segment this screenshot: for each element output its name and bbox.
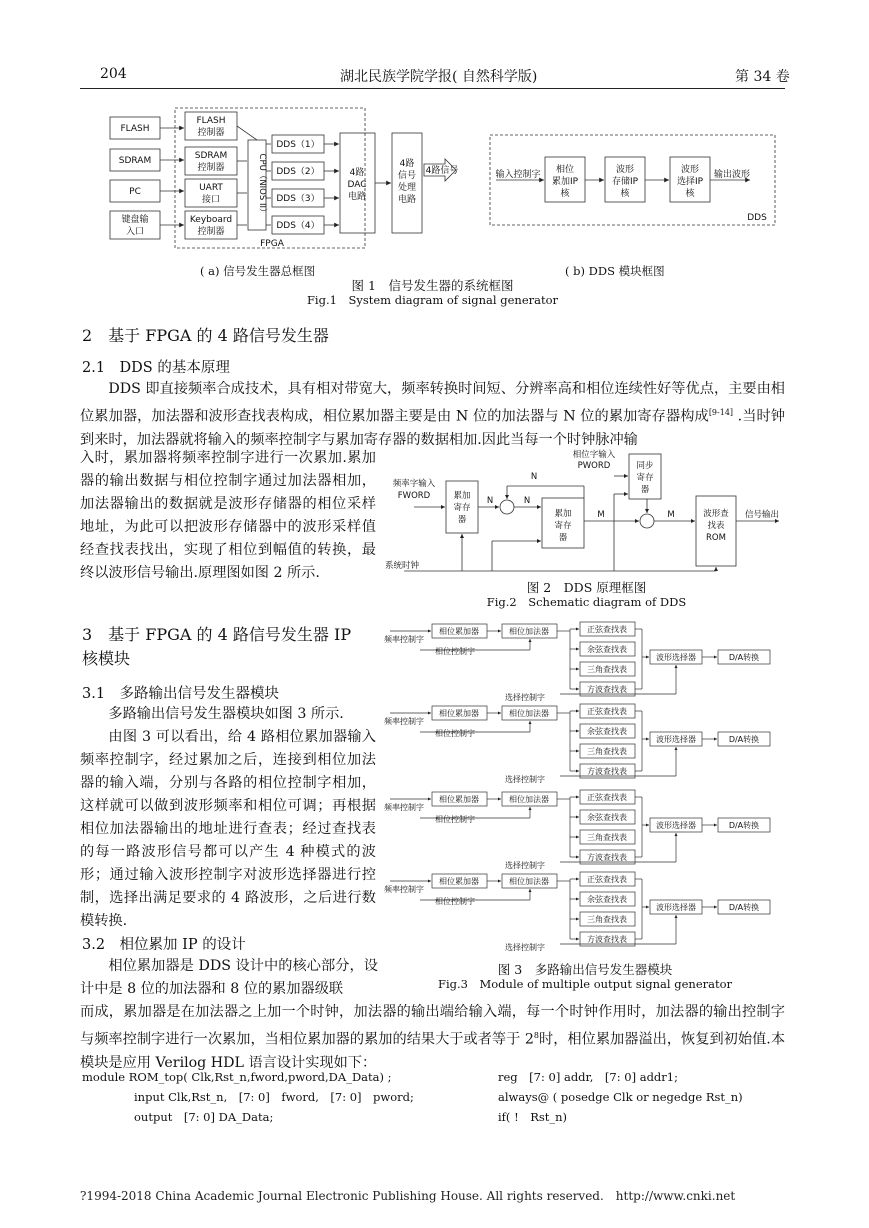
fig2-acc1: 累加: [554, 509, 572, 519]
fig3-add-box: 相位加法器: [509, 795, 549, 804]
code-line: reg [7: 0] addr, [7: 0] addr1;: [498, 1070, 678, 1084]
fig1-kbd2: 入口: [125, 227, 145, 237]
fig1-flash: FLASH: [120, 124, 150, 134]
section-2-para-2: 入时，累加器将频率控制字进行一次累加.累加器的输出数据与相位控制字通过加法器相加，加法器输出的数据就是波形存储器的相位采样地址，为此可以把波形存储器中的波形采样值经查找表找出，实现了相位到幅值的转换，最终以波形信号输出.原理图如图 2 所示.: [80, 450, 376, 581]
fig3-tri-box: 三角查找表: [587, 665, 627, 674]
figure-3: [380, 618, 790, 954]
fig1-st1: 波形: [615, 165, 635, 175]
fig1-st3: 核: [620, 189, 630, 199]
fig3-cos-box: 余弦查找表: [587, 895, 627, 904]
fig3-tri-box: 三角查找表: [587, 833, 627, 842]
fig3-add-box: 相位加法器: [509, 709, 549, 718]
section-3-title-cont: 核模块: [82, 649, 131, 668]
fig1-dac2: DAC: [347, 180, 367, 190]
fig1-dds1: DDS（1）: [276, 140, 320, 150]
fig2-reg2: 寄存: [453, 503, 471, 513]
fig2-acc2: 寄存: [554, 521, 572, 531]
fig1-sdram: SDRAM: [118, 156, 152, 166]
journal-name: 湖北民族学院学报( 自然科学版): [340, 69, 538, 85]
fig3-sin-box: 正弦查找表: [587, 875, 627, 884]
fig3-caption: 图 3 多路输出信号发生器模块: [497, 962, 673, 977]
fig3-acc-box: 相位累加器: [439, 627, 479, 636]
code-line: output [7: 0] DA_Data;: [134, 1110, 274, 1124]
fig2-caption: 图 2 DDS 原理框图: [526, 580, 647, 595]
fig3-acc-box: 相位累加器: [439, 795, 479, 804]
fig1-sub-a: ( a) 信号发生器总框图: [200, 264, 316, 278]
fig2-lut3: ROM: [706, 533, 726, 543]
fig1-sub-b: ( b) DDS 模块框图: [565, 264, 665, 278]
fig1-dac3: 电路: [347, 192, 367, 202]
fig3-da-box: D/A转换: [728, 735, 760, 744]
fig3-sin-box: 正弦查找表: [587, 793, 627, 802]
fig3-acc-box: 相位累加器: [439, 877, 479, 886]
fig3-sq-box: 方波查找表: [587, 767, 627, 776]
fig1-acc1: 相位: [555, 165, 575, 175]
code-line: always@ ( posedge Clk or negedge Rst_n): [498, 1090, 743, 1104]
fig1-dac1: 4路: [349, 168, 365, 178]
fig3-cos-box: 余弦查找表: [587, 727, 627, 736]
fig2-n-top: N: [530, 472, 538, 482]
fig1-cpu: CPU（NIOS II）: [257, 153, 267, 217]
fig2-reg3: 器: [457, 515, 467, 525]
fig1-kbd: 键盘输: [121, 215, 149, 225]
fig2-n-right: N: [523, 496, 531, 506]
fig3-freq-label: 频率控制字: [384, 635, 424, 644]
section-3-para-1: 多路输出信号发生器模块如图 3 所示.: [108, 706, 344, 722]
fig3-selw-label: 选择控制字: [505, 943, 545, 952]
fig1-sel1: 波形: [680, 165, 700, 175]
fig1-caption: 图 1 信号发生器的系统框图: [351, 278, 514, 293]
fig1-proc4: 电路: [397, 195, 417, 205]
fig1-in: 输入控制字: [495, 170, 541, 180]
fig3-cos-box: 余弦查找表: [587, 813, 627, 822]
fig3-phase-label: 相位控制字: [435, 729, 475, 738]
fig1-flashc2: 控制器: [197, 128, 225, 138]
fig2-m-right: M: [667, 510, 675, 520]
fig2-out: 信号输出: [744, 510, 780, 520]
fig1-keyc2: 控制器: [197, 227, 225, 237]
fig2-clk: 系统时钟: [384, 561, 420, 571]
fig2-sync1: 同步: [636, 461, 654, 471]
fig1-sdramc2: 控制器: [197, 163, 225, 173]
fig3-da-box: D/A转换: [728, 903, 760, 912]
fig3-sel-box: 波形选择器: [656, 653, 696, 662]
fig3-sin-box: 正弦查找表: [587, 707, 627, 716]
fig1-uart2: 接口: [201, 195, 221, 205]
section-2-1-title: 2.1 DDS 的基本原理: [82, 360, 230, 376]
fig2-m-left: M: [597, 510, 605, 520]
fig3-tri-box: 三角查找表: [587, 915, 627, 924]
fig3-sel-box: 波形选择器: [656, 903, 696, 912]
fig3-selw-label: 选择控制字: [505, 775, 545, 784]
fig3-phase-label: 相位控制字: [435, 647, 475, 656]
fig3-sel-box: 波形选择器: [656, 735, 696, 744]
code-line: input Clk,Rst_n, [7: 0] fword, [7: 0] pword;: [134, 1090, 414, 1104]
code-line: module ROM_top( Clk,Rst_n,fword,pword,DA_Data) ;: [82, 1070, 392, 1084]
fig3-caption-en: Fig.3 Module of multiple output signal generator: [437, 977, 733, 991]
fig1-keyc: Keyboard: [189, 215, 233, 225]
fig1-fpga: FPGA: [260, 239, 284, 249]
fig3-freq-label: 频率控制字: [384, 803, 424, 812]
fig1-sel3: 核: [685, 189, 695, 199]
code-right: [498, 1067, 743, 1127]
section-3-2-title: 3.2 相位累加 IP 的设计: [82, 937, 246, 953]
fig1-dds: DDS: [747, 213, 767, 223]
fig3-tri-box: 三角查找表: [587, 747, 627, 756]
fig3-sel-box: 波形选择器: [656, 821, 696, 830]
fig2-fword2: FWORD: [397, 491, 431, 501]
fig1-dds4: DDS（4）: [276, 221, 320, 231]
fig1-sig: 4路信号: [425, 166, 459, 176]
fig1-proc1: 4路: [399, 159, 415, 169]
code-left: [82, 1067, 414, 1127]
fig3-phase-label: 相位控制字: [435, 815, 475, 824]
fig1-dds2: DDS（2）: [276, 167, 320, 177]
page-number: 204: [100, 66, 127, 82]
figure-2: [384, 446, 789, 584]
fig1-caption-en: Fig.1 System diagram of signal generator: [306, 293, 559, 307]
fig3-freq-label: 频率控制字: [384, 717, 424, 726]
section-3-para-3b: 而成，累加器是在加法器之上加一个时钟，加法器的输出端给输入端，每一个时钟作用时，加法器的输出控制字与频率控制字进行一次累加，当相位累加器的累加的结果大于或者等于 $2^8$时，相位累加器溢出，恢复到初始值.本模块是应用 Verilog HDL 语言设计实现如下：: [80, 1004, 786, 1071]
fig1-dds3: DDS（3）: [276, 194, 320, 204]
fig3-add-box: 相位加法器: [509, 627, 549, 636]
fig3-sq-box: 方波查找表: [587, 685, 627, 694]
fig1-uart: UART: [199, 183, 223, 193]
fig3-phase-label: 相位控制字: [435, 897, 475, 906]
fig2-pword1: 相位字输入: [572, 450, 616, 460]
fig1-acc3: 核: [560, 189, 570, 199]
fig2-sync3: 器: [640, 485, 650, 495]
fig3-cos-box: 余弦查找表: [587, 645, 627, 654]
fig3-sq-box: 方波查找表: [587, 935, 627, 944]
fig2-sync2: 寄存: [636, 473, 654, 483]
fig3-add-box: 相位加法器: [509, 877, 549, 886]
fig3-da-box: D/A转换: [728, 653, 760, 662]
fig3-freq-label: 频率控制字: [384, 885, 424, 894]
section-3-title: 3 基于 FPGA 的 4 路信号发生器 IP: [82, 625, 352, 644]
fig1-proc3: 处理: [397, 183, 417, 193]
fig3-sin-box: 正弦查找表: [587, 625, 627, 634]
fig2-fword1: 频率字输入: [392, 479, 436, 489]
fig2-caption-en: Fig.2 Schematic diagram of DDS: [486, 595, 687, 609]
fig1-acc2: 累加IP: [551, 177, 579, 187]
header-rule: [80, 88, 785, 89]
section-3-para-2: 由图 3 可以看出，给 4 路相位累加器输入频率控制字，经过累加之后，连接到相位加法器的输入端，分别与各路的相位控制字相加，这样就可以做到波形频率和相位可调；再根据相位加法器输出的地址进行查表；经过查找表的每一路波形信号都可以产生 4 种模式的波形；通过输入波形控制字对波形选择器进行控制，选择出满足要求的 4 路波形，之后进行数模转换.: [80, 729, 376, 929]
fig3-da-box: D/A转换: [728, 821, 760, 830]
code-line: if( ! Rst_n): [498, 1110, 568, 1124]
section-2-para-1: DDS 即直接频率合成技术，具有相对带宽大，频率转换时间短、分辨率高和相位连续性好等优点，主要由相位累加器，加法器和波形查找表构成，相位累加器主要是由 N 位的加法器与 N 位的累加寄存器构成[9-14] .当时钟到来时，加法器就将输入的频率控制字与累加寄存器的数据相加.因此当每一个时钟脉冲输: [80, 381, 785, 448]
fig3-selw-label: 选择控制字: [505, 693, 545, 702]
fig2-acc3: 器: [558, 533, 568, 543]
fig1-proc2: 信号: [397, 171, 417, 181]
section-3-para-3a: 相位累加器是 DDS 设计中的核心部分，设计中是 8 位的加法器和 8 位的累加器级联: [80, 958, 378, 997]
fig1-sdramc: SDRAM: [194, 151, 228, 161]
section-2-title: 2 基于 FPGA 的 4 路信号发生器: [82, 326, 329, 345]
fig2-n-mid: N: [486, 496, 494, 506]
fig2-pword2: PWORD: [577, 461, 611, 471]
fig2-lut2: 找表: [707, 521, 725, 531]
fig1-pc: PC: [129, 187, 141, 197]
fig3-sq-box: 方波查找表: [587, 853, 627, 862]
fig1-out: 输出波形: [713, 170, 751, 180]
section-3-1-title: 3.1 多路输出信号发生器模块: [82, 686, 280, 702]
fig1-flashc: FLASH: [196, 116, 226, 126]
citation: [9-14]: [708, 408, 734, 417]
fig3-acc-box: 相位累加器: [439, 709, 479, 718]
fig1-sel2: 选择IP: [676, 177, 704, 187]
copyright-footer: ?1994-2018 China Academic Journal Electronic Publishing House. All rights reserved. http://www.cnki.net: [80, 1189, 736, 1203]
volume: 第 34 卷: [735, 69, 790, 85]
fig1-st2: 存储IP: [611, 177, 639, 187]
fig3-selw-label: 选择控制字: [505, 861, 545, 870]
fig2-reg1: 累加: [453, 491, 471, 501]
fig2-lut1: 波形查: [703, 509, 729, 519]
